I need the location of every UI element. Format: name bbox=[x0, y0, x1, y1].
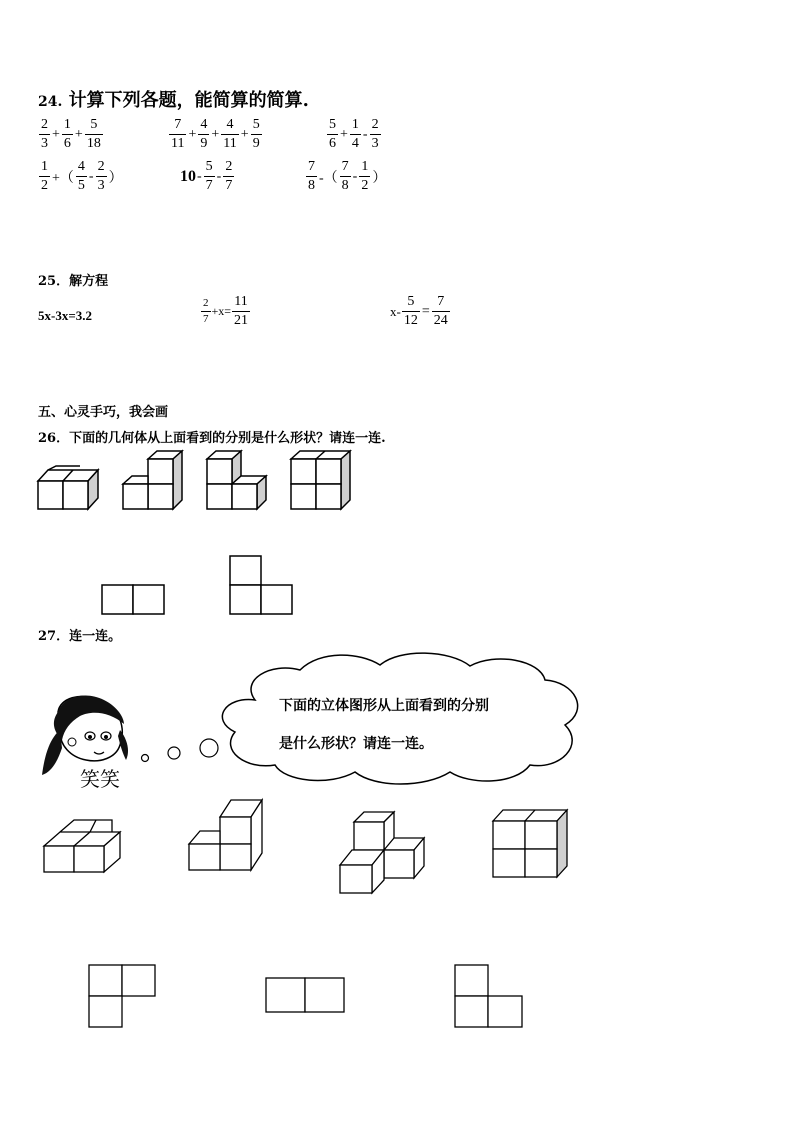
q27-view-3 bbox=[455, 965, 522, 1027]
q24-number: 24. bbox=[38, 94, 63, 110]
bubble-line-2: 是什么形状？请连一连。 bbox=[279, 736, 433, 752]
q27-solid-4 bbox=[493, 810, 567, 877]
q24-expr-1: $\frac{2}{3}$ + $\frac{1}{6}$ + $\frac{5}{18}$ bbox=[41, 117, 101, 151]
section5-title: 五、心灵手巧，我会画 bbox=[38, 405, 169, 420]
q25-eq2: $\frac{2}{7}$ +x= $\frac{11}{21}$ bbox=[203, 294, 249, 328]
q24-expr-3: $\frac{5}{6}$ + $\frac{1}{4}$ - $\frac{2}{3}$ bbox=[329, 117, 379, 151]
q24-title-text: 计算下列各题，能简算的简算. bbox=[68, 90, 309, 111]
q25-title: 25．解方程 bbox=[38, 274, 109, 289]
q27-solid-2 bbox=[189, 800, 262, 870]
q27-solid-3 bbox=[340, 812, 424, 893]
q25-eq3: x- $\frac{5}{12}$ = $\frac{7}{24}$ bbox=[390, 294, 448, 328]
q27-title: 27．连一连。 bbox=[38, 629, 122, 644]
q24-expr-5: 10 - $\frac{5}{7}$ - $\frac{2}{7}$ bbox=[180, 159, 233, 193]
q26-title: 26．下面的几何体从上面看到的分别是什么形状？请连一连. bbox=[38, 431, 386, 446]
q25-eq1: 5x-3x=3.2 bbox=[38, 308, 92, 323]
q27-view-1 bbox=[89, 965, 155, 1027]
q24-expr-6: $\frac{7}{8}$ -（ $\frac{7}{8}$ - $\frac{1}{2}$ ） bbox=[308, 159, 387, 193]
girl-label: 笑笑 bbox=[80, 767, 120, 791]
q24-expr-2: $\frac{7}{11}$ + $\frac{4}{9}$ + $\frac{4}{11}$ + $\frac{5}{9}$ bbox=[171, 117, 260, 151]
q27-view-2 bbox=[266, 978, 344, 1012]
q27-solid-1 bbox=[44, 820, 120, 872]
q24-expr-4: $\frac{1}{2}$ +（ $\frac{4}{5}$ - $\frac{2}{3}$ ） bbox=[41, 159, 123, 193]
bubble-line-1: 下面的立体图形从上面看到的分别 bbox=[279, 698, 489, 714]
